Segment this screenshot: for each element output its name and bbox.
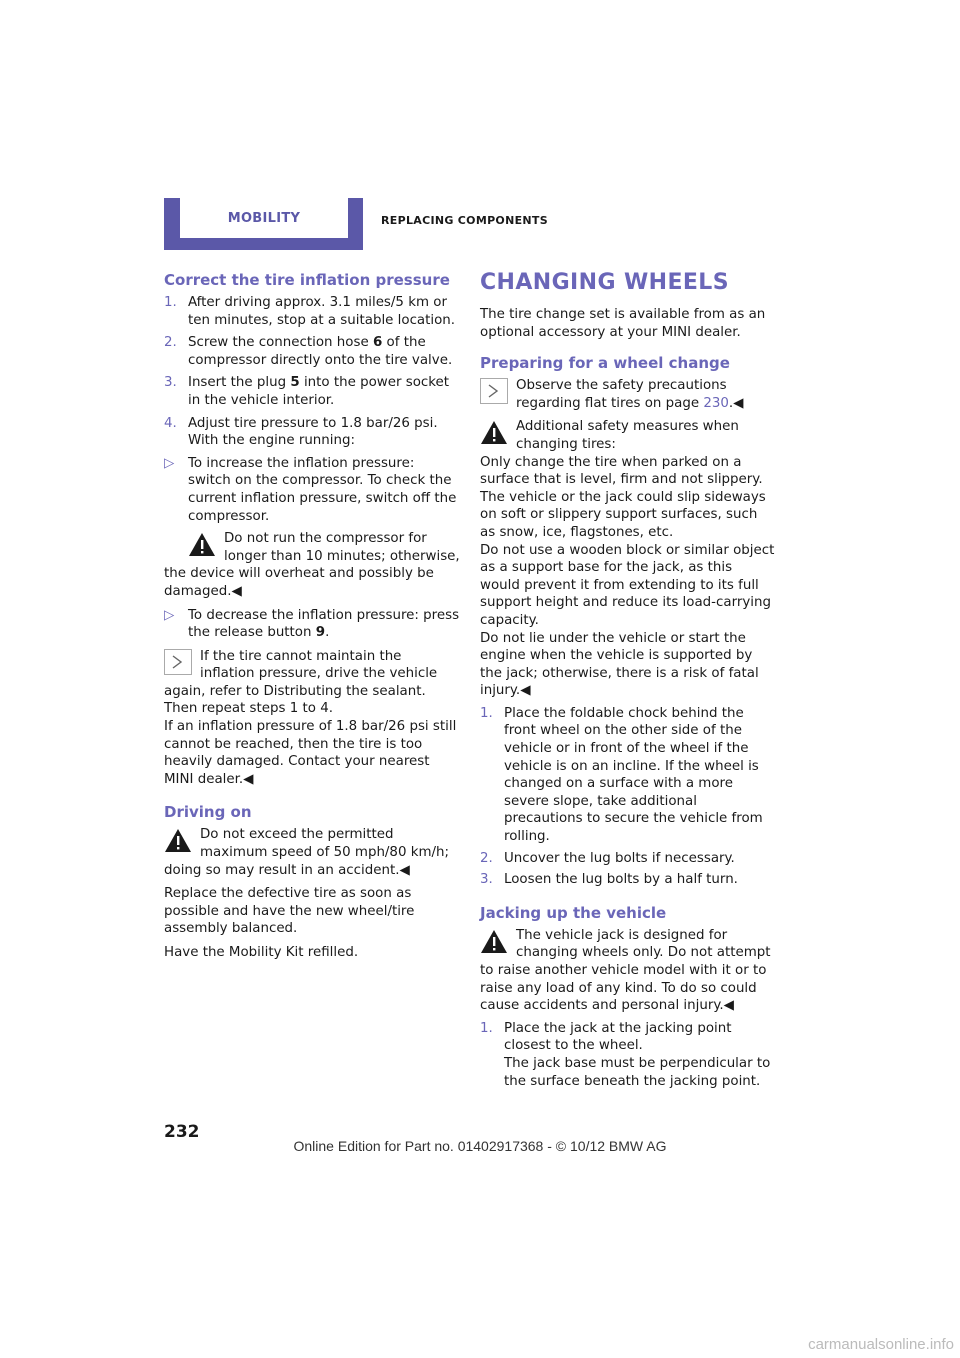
bullet-item: ▷ To increase the inflation pressure: switch on the compressor. To check the current inflation pressure, switch off the compressor. [164,455,457,524]
warning-triangle-icon [164,827,192,853]
warning-note-additional: Additional safety measures when changing tires: Only change the tire when parked on a surface that is level, firm and not slippery. The vehicle or the jack could slip sideways on soft or slippery support surfaces, such as snow, ice, flagstones, etc. Do not use a wooden block or similar object as a support base for the jack, as this would prevent it from extending to its full support height and reduce its load-carrying capacity. Do not lie under the vehicle or start the engine when the vehicle is supported by the jack; otherwise, there is a risk of fatal injury.◀ [480,419,775,699]
edition-footer: Online Edition for Part no. 01402917368 - © 10/12 BMW AG [293,1138,667,1154]
heading-driving-on: Driving on [164,803,252,822]
heading-jacking-up: Jacking up the vehicle [480,903,667,922]
list-item: 2. Uncover the lug bolts if necessary. [480,850,735,866]
info-note-sealant: If the tire cannot maintain the inflation pressure, drive the vehicle again, refer to Distributing the sealant. Then repeat steps 1 to 4. If an inflation pressure of 1.8 bar/26 psi still cannot be reached, then the tire is too heavily damaged. Contact your nearest MINI dealer.◀ [164,648,457,787]
heading-changing-wheels: CHANGING WHEELS [480,270,729,295]
warning-triangle-icon [480,928,508,954]
bullet-item: ▷ To decrease the inflation pressure: press the release button 9. [164,607,460,641]
list-item: 1. Place the foldable chock behind the front wheel on the other side of the vehicle or in front of the wheel if the vehicle is on an incline. If the wheel is changed on a surface with a more severe slope, take additional precautions to secure the vehicle from rolling. [480,705,763,845]
section-title: REPLACING COMPONENTS [381,214,548,227]
warning-triangle-icon [480,419,508,445]
watermark[interactable]: carmanualsonline.info [808,1336,954,1353]
info-arrow-icon [164,649,192,675]
warning-note-speed: Do not exceed the permitted maximum speed of 50 mph/80 km/h; doing so may result in an accident.◀ [164,827,450,878]
chapter-tab [164,198,363,250]
left-column [164,270,460,962]
heading-correct-pressure: Correct the tire inflation pressure [164,271,450,289]
warning-triangle-icon [188,531,216,557]
list-item: 1. After driving approx. 3.1 miles/5 km or ten minutes, stop at a suitable location. [164,295,456,328]
info-note-safety: Observe the safety precautions regarding flat tires on page 230.◀ [480,377,776,412]
preparation-steps [480,705,776,889]
list-item: 3. Insert the plug 5 into the power socket in the vehicle interior. [164,375,450,408]
heading-preparing: Preparing for a wheel change [480,354,730,373]
paragraph-tire-change-set: The tire change set is available from as an optional accessory at your MINI dealer. [480,307,766,340]
warning-note-jack: The vehicle jack is designed for changing wheels only. Do not attempt to raise another vehicle model with it or to raise any load of any kind. To do so could cause accidents and personal injury.◀ [480,927,771,1014]
chapter-tab-label: MOBILITY [180,198,348,238]
list-item: 2. Screw the connection hose 6 of the compressor directly onto the tire valve. [164,335,453,368]
pressure-steps [164,294,460,525]
paragraph-replace-tire: Replace the defective tire as soon as possible and have the new wheel/tire assembly balanced. [164,886,415,937]
warning-note-compressor: Do not run the compressor for longer than 10 minutes; otherwise, the device will overheat and possibly be damaged.◀ [164,531,460,599]
paragraph-refill-kit: Have the Mobility Kit refilled. [164,945,359,960]
right-column [480,270,776,1090]
info-arrow-icon [480,378,508,404]
page-link-230[interactable]: 230 [703,395,729,411]
page-number: 232 [164,1122,200,1142]
list-item: 3. Loosen the lug bolts by a half turn. [480,872,738,888]
list-item: 1. Place the jack at the jacking point closest to the wheel. The jack base must be perpendicular to the surface beneath the jacking point. [480,1020,771,1089]
list-item: 4. Adjust tire pressure to 1.8 bar/26 psi. With the engine running: [164,415,438,449]
